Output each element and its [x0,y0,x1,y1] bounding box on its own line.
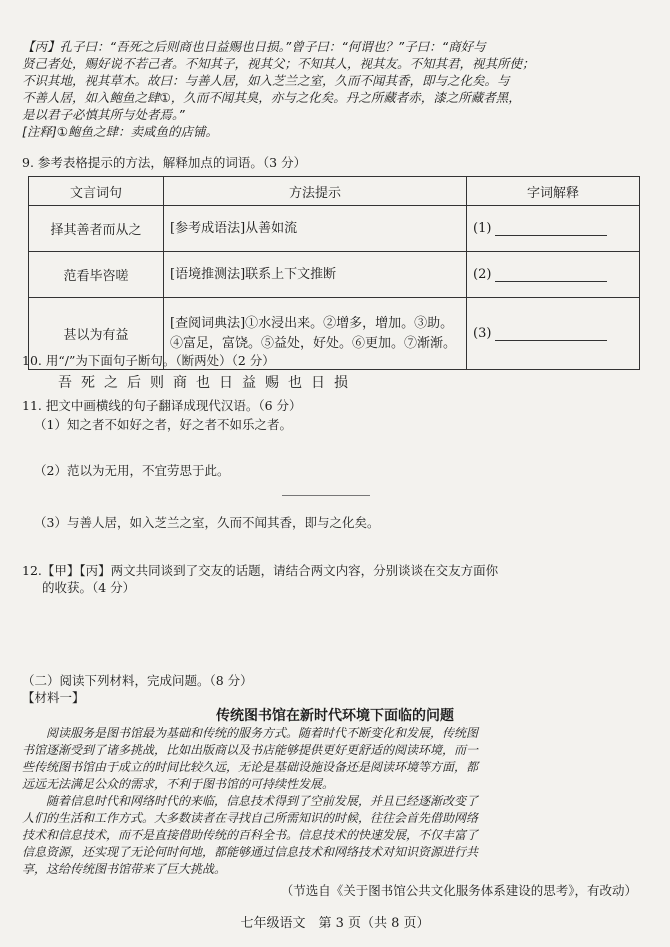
answer-cell[interactable] [467,252,640,298]
q12-line-2: 的收获。（4 分） [42,580,136,595]
p1-line: 些传统图书馆由于成立的时间比较久远，无论是基础设施设备还是阅读环境等方面，都 [22,760,479,774]
material-label: 【材料一】 [22,690,85,705]
p2-line: 技术和信息技术，而不是直接借助传统的百科全书。信息技术的快速发展，不仅丰富了 [22,828,479,842]
q9-table [28,176,640,370]
page-footer: 七年级语文 第 3 页（共 8 页） [240,916,430,931]
answer-blank[interactable] [495,223,607,236]
p2-line: 信息资源，还实现了无论何时何地，都能够通过信息技术和网络技术对知识资源进行共 [22,845,479,859]
bing-line-5: 是以君子必慎其所与处者焉。” [22,107,185,122]
p2-line: 随着信息时代和网络时代的来临，信息技术得到了空前发展，并且已经逐渐改变了 [46,794,479,808]
q10-sentence: 吾死之后则商也日益赐也日损 [58,375,357,391]
table-row [29,206,640,252]
q12-line-1: 12.【甲】【丙】两文共同谈到了交友的话题，请结合两文内容，分别谈谈在交友方面你 [22,563,499,578]
p2-line: 享，这给传统图书馆带来了巨大挑战。 [22,862,227,876]
phrase-cell: 择其善者而从之 [29,206,164,252]
q9-header-row [29,177,640,206]
p1-line: 书馆逐渐受到了诸多挑战，比如出版商以及书店能够提供更好更舒适的阅读环境，而一 [22,743,479,757]
material-source: （节选自《关于图书馆公共文化服务体系建设的思考》，有改动） [280,883,637,898]
q12-prompt [22,562,652,596]
q11-sentence-1: （1）知之者不如好之者，好之者不如乐之者。 [34,417,292,432]
q11-sentence-2: （2）范以为无用，不宜劳思于此。 [34,463,230,478]
header-phrase: 文言词句 [29,177,164,206]
bing-note: [注释]①鲍鱼之肆：卖咸鱼的店铺。 [22,124,218,139]
q10-prompt: 10. 用“/”为下面句子断句。（断两处）（2 分） [22,353,275,368]
answer-line [282,495,370,496]
p1-line: 阅读服务是图书馆最为基础和传统的服务方式。随着时代不断变化和发展，传统图 [46,726,479,740]
bing-line-2: 贤己者处，赐好说不若己者。不知其子，视其父；不知其人，视其友。不知其君，视其所使； [22,56,535,71]
bing-text [22,38,652,140]
table-row [29,252,640,298]
p1-line: 远远无法满足公众的需求，不利于图书馆的可持续性发展。 [22,777,335,791]
q11-prompt: 11. 把文中画横线的句子翻译成现代汉语。（6 分） [22,398,302,413]
answer-cell[interactable] [467,206,640,252]
p2-line: 人们的生活和工作方式。大多数读者在寻找自己所需知识的时候，往往会首先借助网络 [22,811,479,825]
answer-blank[interactable] [495,328,607,341]
phrase-cell: 甚以为有益 [29,298,164,370]
method-cell: [查阅词典法]①水浸出来。②增多，增加。③助。④富足，富饶。⑤益处，好处。⑥更加。⑦渐渐。 [164,298,467,370]
part2-heading: （二）阅读下列材料，完成问题。（8 分） [22,673,253,688]
answer-number: (1) [473,221,492,236]
material-title: 传统图书馆在新时代环境下面临的问题 [216,708,454,724]
answer-blank[interactable] [495,269,607,282]
bing-line-3: 不识其地，视其草木。故曰：与善人居，如入芝兰之室，久而不闻其香，即与之化矣。与 [22,73,510,88]
method-cell: [语境推测法]联系上下文推断 [164,252,467,298]
answer-number: (2) [473,267,492,282]
bing-line-4: 不善人居，如入鲍鱼之肆①，久而不闻其臭，亦与之化矣。丹之所藏者赤，漆之所藏者黑， [22,90,521,105]
header-answer: 字词解释 [467,177,640,206]
header-method: 方法提示 [164,177,467,206]
answer-number: (3) [473,326,492,341]
material-body [22,725,652,878]
method-cell: [参考成语法]从善如流 [164,206,467,252]
bing-line-1: 【丙】孔子曰：“吾死之后则商也日益赐也日损。”曾子曰：“何谓也？”子曰：“商好与 [22,39,486,54]
q9-prompt: 9. 参考表格提示的方法，解释加点的词语。（3 分） [22,155,307,170]
phrase-cell: 范看毕咨嗟 [29,252,164,298]
q11-sentence-3: （3）与善人居，如入芝兰之室，久而不闻其香，即与之化矣。 [34,515,380,530]
